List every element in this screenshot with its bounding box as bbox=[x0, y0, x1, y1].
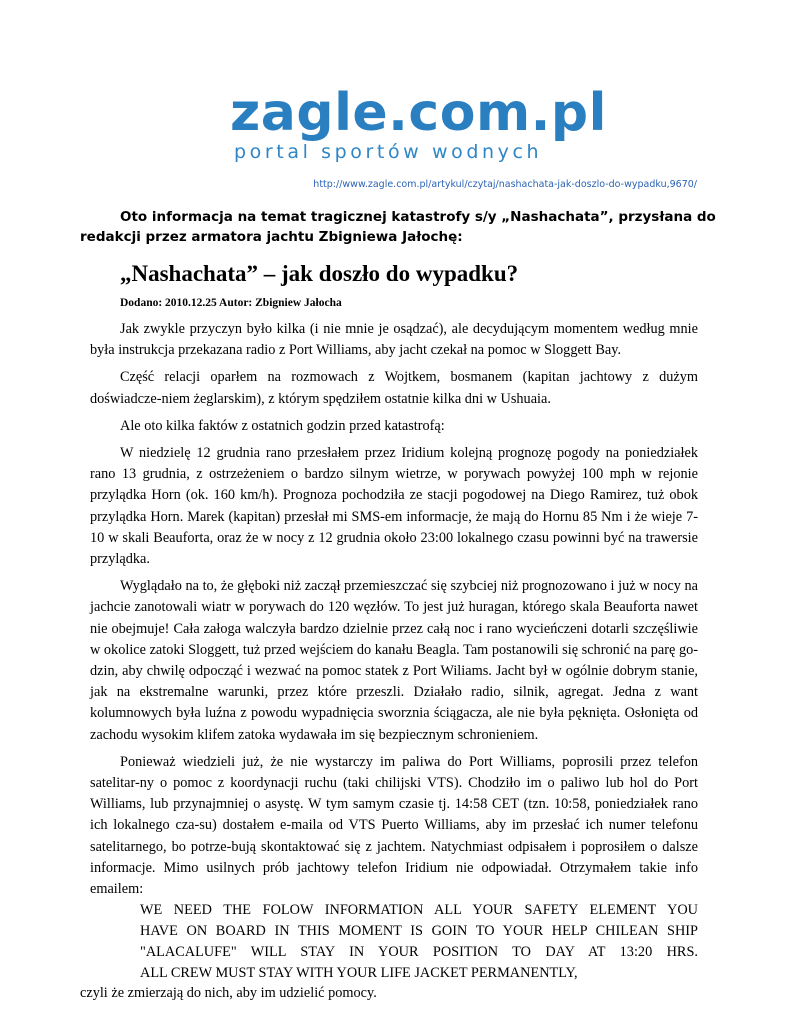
quote-line: ALL CREW MUST STAY WITH YOUR LIFE JACKET PERMANENTLY, bbox=[140, 964, 578, 981]
quote-line: "ALACALUFE" WILL STAY IN YOUR POSITION TO DAY AT 13:20 HRS. bbox=[140, 943, 698, 960]
logo-tagline: portal sportów wodnych bbox=[234, 141, 543, 163]
closing-line: czyli że zmierzają do nich, aby im udzielić pomocy. bbox=[80, 985, 377, 1002]
source-url-link[interactable]: http://www.zagle.com.pl/artykul/czytaj/nashachata-jak-doszlo-do-wypadku,9670/ bbox=[313, 179, 697, 190]
body-paragraph: Część relacji oparłem na rozmowach z Wojtkem, bosmanem (kapitan jachtowy z dużym doświadcze-niem żeglarskim), z którym spędziłem ostatnie kilka dni w Ushuaia. bbox=[90, 369, 698, 407]
body-paragraph: Wyglądało na to, że głęboki niż zaczął przemieszczać się szybciej niż prognozowano i już w nocy na jachcie zanotowali wiatr w porywach do 120 węzłów. To jest już huragan, którego skala Beauforta nawet nie obejmuje! Cała załoga walczyła bardzo dzielnie przez całą noc i rano wycieńczeni dotarli szczęśliwie w okolice zatoki Sloggett, tuż przed wejściem do kanału Beagla. Tam postanowili się schronić na parę go-dzin, aby chwilę odpocząć i wezwać na pomoc statek z Port Wiliams. Jacht był w ogólnie dobrym stanie, jak na ekstremalne warunki, przez które przeszli. Działało radio, silnik, agregat. Jedna z want kolumnowych była luźna z powodu wypadnięcia sworznia ściągacza, ale nie była pęknięta. Osłonięta od zachodu wysokim klifem zatoka wydawała im się bezpiecznym schronieniem. bbox=[90, 578, 698, 743]
logo-wordmark: zagle.com.pl bbox=[230, 83, 607, 143]
intro-paragraph: Oto informacja na temat tragicznej katastrofy s/y „Nashachata”, przysłana do redakcji przez armatora jachtu Zbigniewa Jałochę: bbox=[80, 209, 716, 245]
article-title: „Nashachata” – jak doszło do wypadku? bbox=[120, 261, 519, 286]
quote-line: WE NEED THE FOLOW INFORMATION ALL YOUR SAFETY ELEMENT YOU bbox=[140, 902, 698, 919]
site-logo[interactable] bbox=[230, 83, 607, 163]
quote-line: HAVE ON BOARD IN THIS MOMENT IS GOIN TO YOUR HELP CHILEAN SHIP bbox=[140, 923, 698, 940]
body-paragraph: Ponieważ wiedzieli już, że nie wystarczy im paliwa do Port Williams, poprosili przez telefon satelitar-ny o pomoc z koordynacji ruchu (taki chilijski VTS). Chodziło im o paliwo lub hol do Port Williams, lub przynajmniej o asystę. W tym samym czasie tj. 14:58 CET (tzn. 10:58, poniedziałek rano ich lokalnego cza-su) dostałem e-maila od VTS Puerto Williams, aby im przesłać ich numer telefonu satelitarnego, bo potrze-bują skontaktować się z jachtem. Natychmiast odpisałem i poprosiłem o dalsze informacje. Mimo usilnych prób jachtowy telefon Iridium nie odpowiadał. Otrzymałem takie info emailem: bbox=[90, 753, 698, 898]
body-paragraph: Jak zwykle przyczyn było kilka (i nie mnie je osądzać), ale decydującym momentem według mnie była instrukcja przekazana radio z Port Williams, aby jacht czekał na pomoc w Sloggett Bay. bbox=[90, 321, 698, 359]
email-quote bbox=[90, 900, 698, 983]
body-paragraph: W niedzielę 12 grudnia rano przesłałem przez Iridium kolejną prognozę pogody na poniedziałek rano 13 grudnia, z ostrzeżeniem o bardzo silnym wietrze, w porywach powyżej 100 mph w rejonie przylądka Horn (ok. 160 km/h). Prognoza pochodziła ze stacji pogodowej na Diego Ramirez, tuż obok przylądka Horn. Marek (kapitan) przesłał mi SMS-em informacje, że mają do Hornu 85 Nm i że wieje 7-10 w skali Beauforta, oraz że w nocy z 12 grudnia około 23:00 lokalnego czasu powinni być na trawersie przylądka. bbox=[90, 445, 698, 568]
body-paragraph: Ale oto kilka faktów z ostatnich godzin przed katastrofą: bbox=[120, 417, 445, 434]
article-meta: Dodano: 2010.12.25 Autor: Zbigniew Jałocha bbox=[120, 297, 342, 309]
article-body bbox=[80, 319, 698, 1011]
